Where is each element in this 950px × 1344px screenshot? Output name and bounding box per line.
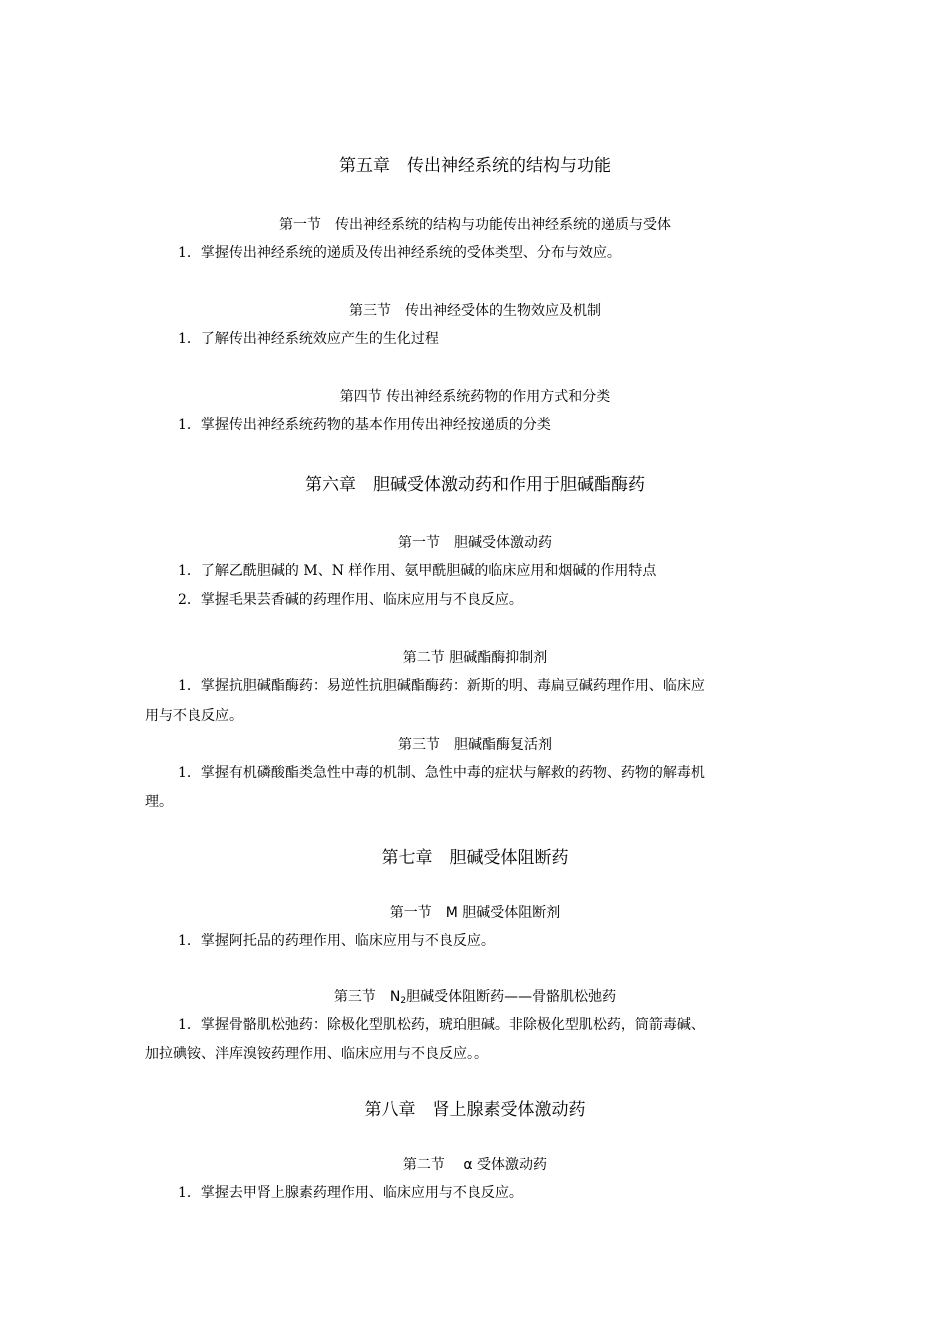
chapter-7-section-3-title-suffix: 胆碱受体阻断药——骨骼肌松弛药	[406, 989, 617, 1005]
chapter-5-section-3-title: 第三节 传出神经受体的生物效应及机制	[349, 303, 601, 319]
chapter-6-section-2-title: 第二节 胆碱酯酶抑制剂	[402, 650, 548, 666]
chapter-6-section-2-item-1: 1．掌握抗胆碱酯酶药：易逆性抗胆碱酯酶药：新斯的明、毒扁豆碱药理作用、临床应	[178, 678, 705, 694]
chapter-7-title: 第七章 胆碱受体阻断药	[381, 848, 569, 868]
chapter-7-section-3-title-subscript: 2	[400, 996, 407, 1006]
chapter-6-title: 第六章 胆碱受体激动药和作用于胆碱酯酶药	[305, 475, 645, 495]
chapter-6-section-1-title: 第一节 胆碱受体激动药	[398, 535, 552, 551]
chapter-7-section-1-title: 第一节 M 胆碱受体阻断剂	[389, 905, 561, 921]
chapter-6-section-3-item-1: 1．掌握有机磷酸酯类急性中毒的机制、急性中毒的症状与解救的药物、药物的解毒机	[178, 765, 705, 781]
chapter-8-title: 第八章 肾上腺素受体激动药	[364, 1100, 586, 1120]
chapter-5-section-1-item-1: 1．掌握传出神经系统的递质及传出神经系统的受体类型、分布与效应。	[178, 245, 621, 261]
chapter-8-section-2-item-1: 1．掌握去甲肾上腺素药理作用、临床应用与不良反应。	[178, 1185, 523, 1201]
chapter-7-section-3-item-1-continued: 加拉碘铵、泮库溴铵药理作用、临床应用与不良反应。。	[145, 1046, 488, 1062]
chapter-7-section-1-item-1: 1．掌握阿托品的药理作用、临床应用与不良反应。	[178, 933, 495, 949]
chapter-7-section-3-title-prefix: 第三节 N	[333, 989, 401, 1005]
chapter-6-section-1-item-2: 2．掌握毛果芸香碱的药理作用、临床应用与不良反应。	[178, 592, 523, 608]
chapter-5-title: 第五章 传出神经系统的结构与功能	[339, 156, 611, 176]
chapter-5-section-4-item-1: 1．掌握传出神经系统药物的基本作用传出神经按递质的分类	[178, 417, 551, 433]
chapter-5-section-4-title: 第四节 传出神经系统药物的作用方式和分类	[339, 389, 611, 405]
chapter-5-section-3-item-1: 1．了解传出神经系统效应产生的生化过程	[178, 331, 439, 347]
chapter-6-section-3-title: 第三节 胆碱酯酶复活剂	[398, 737, 552, 753]
chapter-5-section-1-title: 第一节 传出神经系统的结构与功能传出神经系统的递质与受体	[279, 217, 671, 233]
chapter-6-section-1-item-1: 1．了解乙酰胆碱的 M、N 样作用、氨甲酰胆碱的临床应用和烟碱的作用特点	[178, 563, 657, 579]
chapter-8-section-2-title: 第二节 α 受体激动药	[402, 1157, 548, 1173]
chapter-6-section-3-item-1-continued: 理。	[145, 794, 173, 810]
chapter-7-section-3-title	[0, 990, 950, 1006]
chapter-7-section-3-item-1: 1．掌握骨骼肌松弛药：除极化型肌松药，琥珀胆碱。非除极化型肌松药，筒箭毒碱、	[178, 1017, 705, 1033]
chapter-6-section-2-item-1-continued: 用与不良反应。	[145, 708, 243, 724]
